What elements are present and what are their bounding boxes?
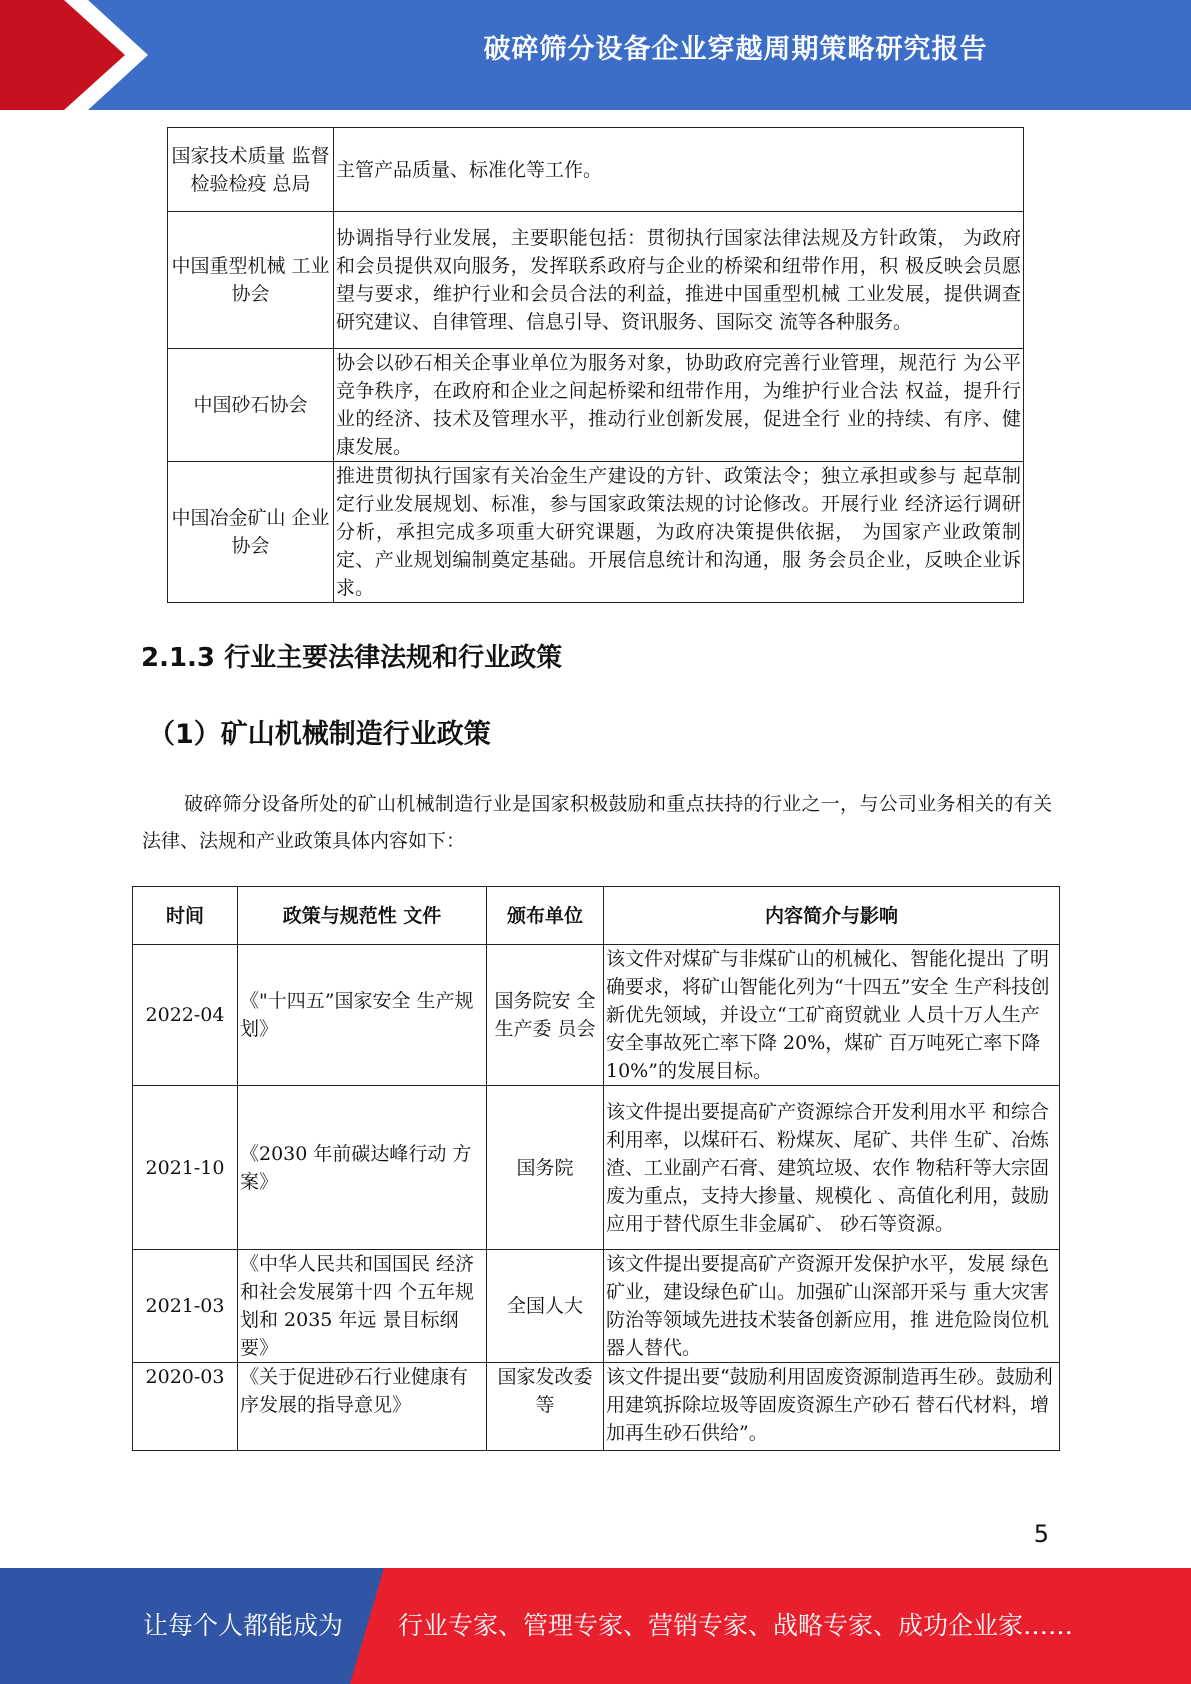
- table-row: [133, 1250, 1060, 1363]
- org-duty: 协调指导行业发展，主要职能包括：贯彻执行国家法律法规及方针政策， 为政府和会员提供双向服务，发挥联系政府与企业的桥梁和纽带作用，积 极反映会员愿望与要求，维护行业和会员合法的利益，推进中国重型机械 工业发展，提供调查研究建议、自律管理、信息引导、资讯服务、国际交 流等各种服务。: [334, 212, 1024, 349]
- page-number: 5: [1033, 1520, 1049, 1548]
- org-duty: 推进贯彻执行国家有关冶金生产建设的方针、政策法令；独立承担或参与 起草制定行业发展规划、标准，参与国家政策法规的讨论修改。开展行业 经济运行调研分析，承担完成多项重大研究课题，为政府决策提供依据， 为国家产业政策制定、产业规划编制奠定基础。开展信息统计和沟通，服 务会员企业，反映企业诉求。: [334, 462, 1024, 603]
- table-row: [168, 128, 1024, 212]
- section-heading: 2.1.3 行业主要法律法规和行业政策: [141, 643, 563, 673]
- page-header: [0, 0, 1191, 110]
- org-duty: 协会以砂石相关企事业单位为服务对象，协助政府完善行业管理，规范行 为公平竞争秩序，在政府和企业之间起桥梁和纽带作用，为维护行业合法 权益，提升行业的经济、技术及管理水平，推动行业创新发展，促进全行 业的持续、有序、健康发展。: [334, 349, 1024, 462]
- header-issuer: 颁布单位: [487, 887, 604, 945]
- table-row: [168, 212, 1024, 349]
- organizations-table: [167, 127, 1024, 603]
- policy-content: 该文件提出要提高矿产资源开发保护水平，发展 绿色矿业，建设绿色矿山。加强矿山深部开采与 重大灾害防治等领域先进技术装备创新应用，推 进危险岗位机器人替代。: [604, 1250, 1060, 1363]
- policy-issuer: 国务院安 全生产委 员会: [487, 945, 604, 1086]
- table-row: [133, 1086, 1060, 1250]
- header-policy: 政策与规范性 文件: [238, 887, 487, 945]
- org-name: 国家技术质量 监督检验检疫 总局: [168, 128, 334, 212]
- policy-content: 该文件提出要提高矿产资源综合开发利用水平 和综合利用率，以煤矸石、粉煤灰、尾矿、共伴 生矿、冶炼渣、工业副产石膏、建筑垃圾、农作 物秸秆等大宗固废为重点，支持大掺量、规模化 、高值化利用，鼓励应用于替代原生非金属矿、 砂石等资源。: [604, 1086, 1060, 1250]
- policy-content: 该文件提出要“鼓励利用固废资源制造再生砂。鼓励利用建筑拆除垃圾等固废资源生产砂石 替石代材料，增加再生砂石供给”。: [604, 1363, 1060, 1451]
- header-time: 时间: [133, 887, 238, 945]
- policy-document: 《中华人民共和国国民 经济和社会发展第十四 个五年规划和 2035 年远 景目标纲要》: [238, 1250, 487, 1363]
- table-header-row: [133, 887, 1060, 945]
- table-row: [168, 462, 1024, 603]
- policy-time: 2022-04: [133, 945, 238, 1086]
- table-row: [133, 945, 1060, 1086]
- policy-time: 2021-03: [133, 1250, 238, 1363]
- subsection-heading: （1）矿山机械制造行业政策: [148, 719, 491, 750]
- org-duty: 主管产品质量、标准化等工作。: [334, 128, 1024, 212]
- intro-paragraph: 破碎筛分设备所处的矿山机械制造行业是国家积极鼓励和重点扶持的行业之一，与公司业务相关的有关法律、法规和产业政策具体内容如下：: [142, 793, 1052, 852]
- policy-document: 《2030 年前碳达峰行动 方案》: [238, 1086, 487, 1250]
- policy-content: 该文件对煤矿与非煤矿山的机械化、智能化提出 了明确要求，将矿山智能化列为“十四五”安全 生产科技创新优先领域，并设立“工矿商贸就业 人员十万人生产安全事故死亡率下降 20%，煤矿 百万吨死亡率下降 10%”的发展目标。: [604, 945, 1060, 1086]
- org-name: 中国砂石协会: [168, 349, 334, 462]
- org-name: 中国冶金矿山 企业协会: [168, 462, 334, 603]
- header-content: 内容简介与影响: [604, 887, 1060, 945]
- policy-issuer: 国务院: [487, 1086, 604, 1250]
- policy-issuer: 国家发改委等: [487, 1363, 604, 1451]
- table-row: [133, 1363, 1060, 1451]
- policy-document: 《关于促进砂石行业健康有序发展的指导意见》: [238, 1363, 487, 1451]
- page-footer: [0, 1568, 1191, 1684]
- table-row: [168, 349, 1024, 462]
- policy-time: 2021-10: [133, 1086, 238, 1250]
- report-title: 破碎筛分设备企业穿越周期策略研究报告: [483, 34, 988, 65]
- header-chevron-decoration: [0, 0, 160, 110]
- policy-table: [132, 886, 1060, 1451]
- policy-time: 2020-03: [133, 1363, 238, 1451]
- policy-issuer: 全国人大: [487, 1250, 604, 1363]
- footer-slogan-left: 让每个人都能成为: [143, 1611, 344, 1640]
- org-name: 中国重型机械 工业协会: [168, 212, 334, 349]
- footer-slogan-right: 行业专家、管理专家、营销专家、战略专家、成功企业家……: [398, 1611, 1074, 1640]
- policy-document: 《"十四五”国家安全 生产规划》: [238, 945, 487, 1086]
